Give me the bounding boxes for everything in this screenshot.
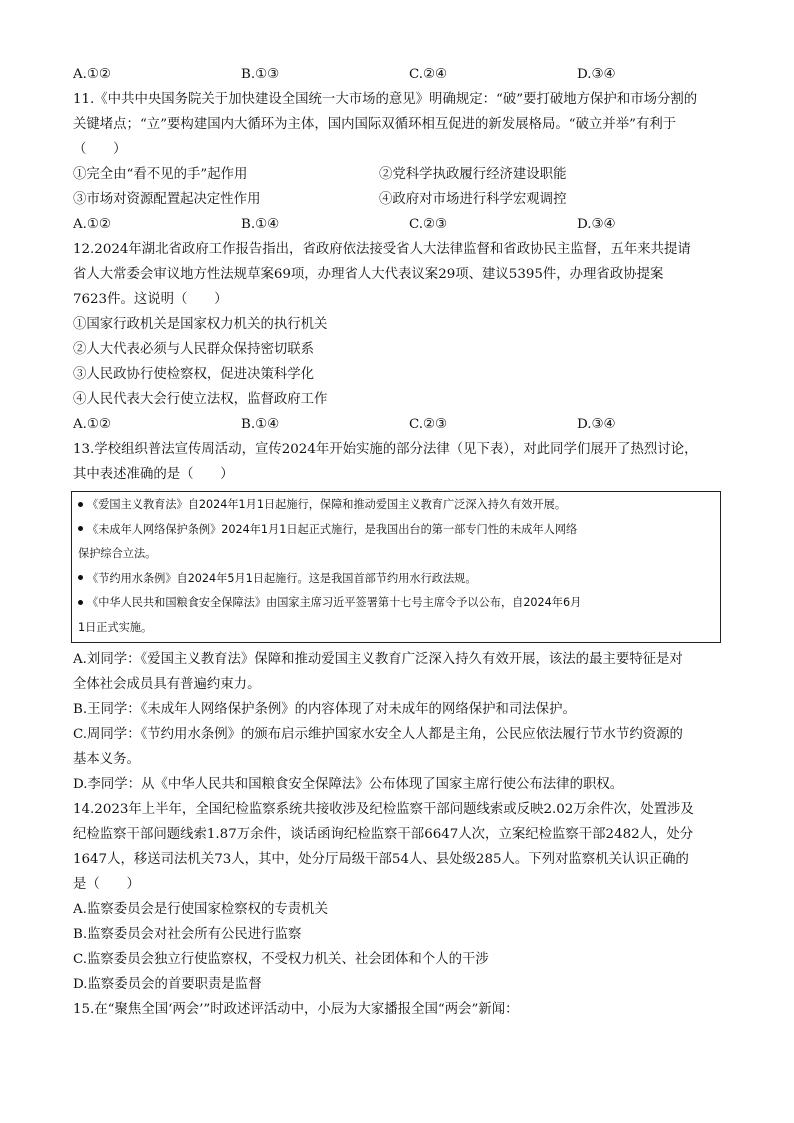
table-text: 《未成年人网络保护条例》2024年1月1日起正式施行，是我国出台的第一部专门性的未成年人网络 xyxy=(87,522,578,536)
question-text: 纪检监察干部问题线索1.87万余件，谈话函询纪检监察干部6647人次，立案纪检监察干部2482人，处分 xyxy=(73,827,694,842)
answer-option: 全体社会成员具有普遍约束力。 xyxy=(73,677,261,692)
option-c: C.②④ xyxy=(409,67,448,82)
statement: ③人民政协行使检察权，促进决策科学化 xyxy=(73,367,315,382)
option-c: C.②③ xyxy=(409,217,448,232)
question-text: （ ） xyxy=(73,142,127,157)
table-row xyxy=(78,518,712,543)
q11-options xyxy=(73,212,723,237)
question-11 xyxy=(73,87,723,237)
question-text: 15.在“聚焦全国‘两会’”时政述评活动中，小辰为大家播报全国“两会”新闻： xyxy=(73,1002,519,1017)
statement: ①完全由“看不见的手”起作用 xyxy=(73,167,248,182)
question-text: 其中表述准确的是（ ） xyxy=(73,467,234,482)
table-text: 《爱国主义教育法》自2024年1月1日起施行，保障和推动爱国主义教育广泛深入持久有效开展。 xyxy=(87,498,567,511)
statement-row xyxy=(73,162,723,187)
option-b: B.①④ xyxy=(241,417,280,432)
statement-row xyxy=(73,187,723,212)
option-a: A.①② xyxy=(73,67,111,82)
table-text: 《节约用水条例》自2024年5月1日起施行。这是我国首部节约用水行政法规。 xyxy=(87,571,477,585)
answer-option: A.监察委员会是行使国家检察权的专责机关 xyxy=(73,902,328,917)
table-row xyxy=(78,616,712,641)
statement: ③市场对资源配置起决定性作用 xyxy=(73,192,261,207)
question-text: 13.学校组织普法宣传周活动，宣传2024年开始实施的部分法律（见下表），对此同学们展开了热烈讨论， xyxy=(73,442,698,457)
answer-option: D.李同学：从《中华人民共和国粮食安全保障法》公布体现了国家主席行使公布法律的职权。 xyxy=(73,777,624,792)
question-text: 14.2023年上半年，全国纪检监察系统共接收涉及纪检监察干部问题线索或反映2.02万余件次，处置涉及 xyxy=(73,802,694,817)
option-c: C.②③ xyxy=(409,417,448,432)
answer-option: D.监察委员会的首要职责是监督 xyxy=(73,977,262,992)
option-d: D.③④ xyxy=(577,67,616,82)
statement: ①国家行政机关是国家权力机关的执行机关 xyxy=(73,317,328,332)
question-14 xyxy=(73,797,723,997)
option-a: A.①② xyxy=(73,217,111,232)
question-15 xyxy=(73,997,723,1022)
option-d: D.③④ xyxy=(577,417,616,432)
answer-option: C.监察委员会独立行使监察权，不受权力机关、社会团体和个人的干涉 xyxy=(73,952,489,967)
bullet-icon xyxy=(78,526,83,531)
bullet-icon xyxy=(78,600,83,605)
q10-options xyxy=(73,62,723,87)
question-text: 7623件。这说明（ ） xyxy=(73,292,228,307)
answer-option: B.王同学：《未成年人网络保护条例》的内容体现了对未成年的网络保护和司法保护。 xyxy=(73,702,576,717)
question-text: 关键堵点；“立”要构建国内大循环为主体，国内国际双循环相互促进的新发展格局。“破立并举”有利于 xyxy=(73,117,677,132)
table-row xyxy=(78,567,712,592)
answer-option: 基本义务。 xyxy=(73,752,140,767)
question-text: 11.《中共中央国务院关于加快建设全国统一大市场的意见》明确规定：“破”要打破地方保护和市场分割的 xyxy=(73,92,698,107)
table-row xyxy=(78,591,712,616)
answer-option: B.监察委员会对社会所有公民进行监察 xyxy=(73,927,302,942)
option-b: B.①④ xyxy=(241,217,280,232)
question-text: 是（ ） xyxy=(73,877,140,892)
law-table xyxy=(71,491,721,643)
table-text: 1日正式实施。 xyxy=(78,620,153,634)
table-row xyxy=(78,542,712,567)
statement: ④政府对市场进行科学宏观调控 xyxy=(379,192,567,207)
statement: ④人民代表大会行使立法权，监督政府工作 xyxy=(73,392,328,407)
question-text: 省人大常委会审议地方性法规草案69项，办理省人大代表议案29项、建议5395件，办理省政协提案 xyxy=(73,267,664,282)
answer-option: C.周同学：《节约用水条例》的颁布启示维护国家水安全人人都是主角，公民应依法履行节水节约资源的 xyxy=(73,727,683,742)
question-text: 12.2024年湖北省政府工作报告指出，省政府依法接受省人大法律监督和省政协民主监督，五年来共提请 xyxy=(73,242,691,257)
table-text: 保护综合立法。 xyxy=(78,547,157,560)
bullet-icon xyxy=(78,502,83,507)
option-a: A.①② xyxy=(73,417,111,432)
statement: ②人大代表必须与人民群众保持密切联系 xyxy=(73,342,315,357)
exam-page xyxy=(73,62,723,1022)
statement: ②党科学执政履行经济建设职能 xyxy=(379,167,567,182)
q12-options xyxy=(73,412,723,437)
option-b: B.①③ xyxy=(241,67,280,82)
answer-option: A.刘同学：《爱国主义教育法》保障和推动爱国主义教育广泛深入持久有效开展，该法的最主要特征是对 xyxy=(73,652,683,667)
option-d: D.③④ xyxy=(577,217,616,232)
question-12 xyxy=(73,237,723,437)
table-row xyxy=(78,493,712,518)
table-text: 《中华人民共和国粮食安全保障法》由国家主席习近平签署第十七号主席令予以公布，自2024年6月 xyxy=(87,596,582,609)
bullet-icon xyxy=(78,575,83,580)
question-13 xyxy=(73,437,723,797)
question-text: 1647人，移送司法机关73人，其中，处分厅局级干部54人、县处级285人。下列对监察机关认识正确的 xyxy=(73,852,689,867)
